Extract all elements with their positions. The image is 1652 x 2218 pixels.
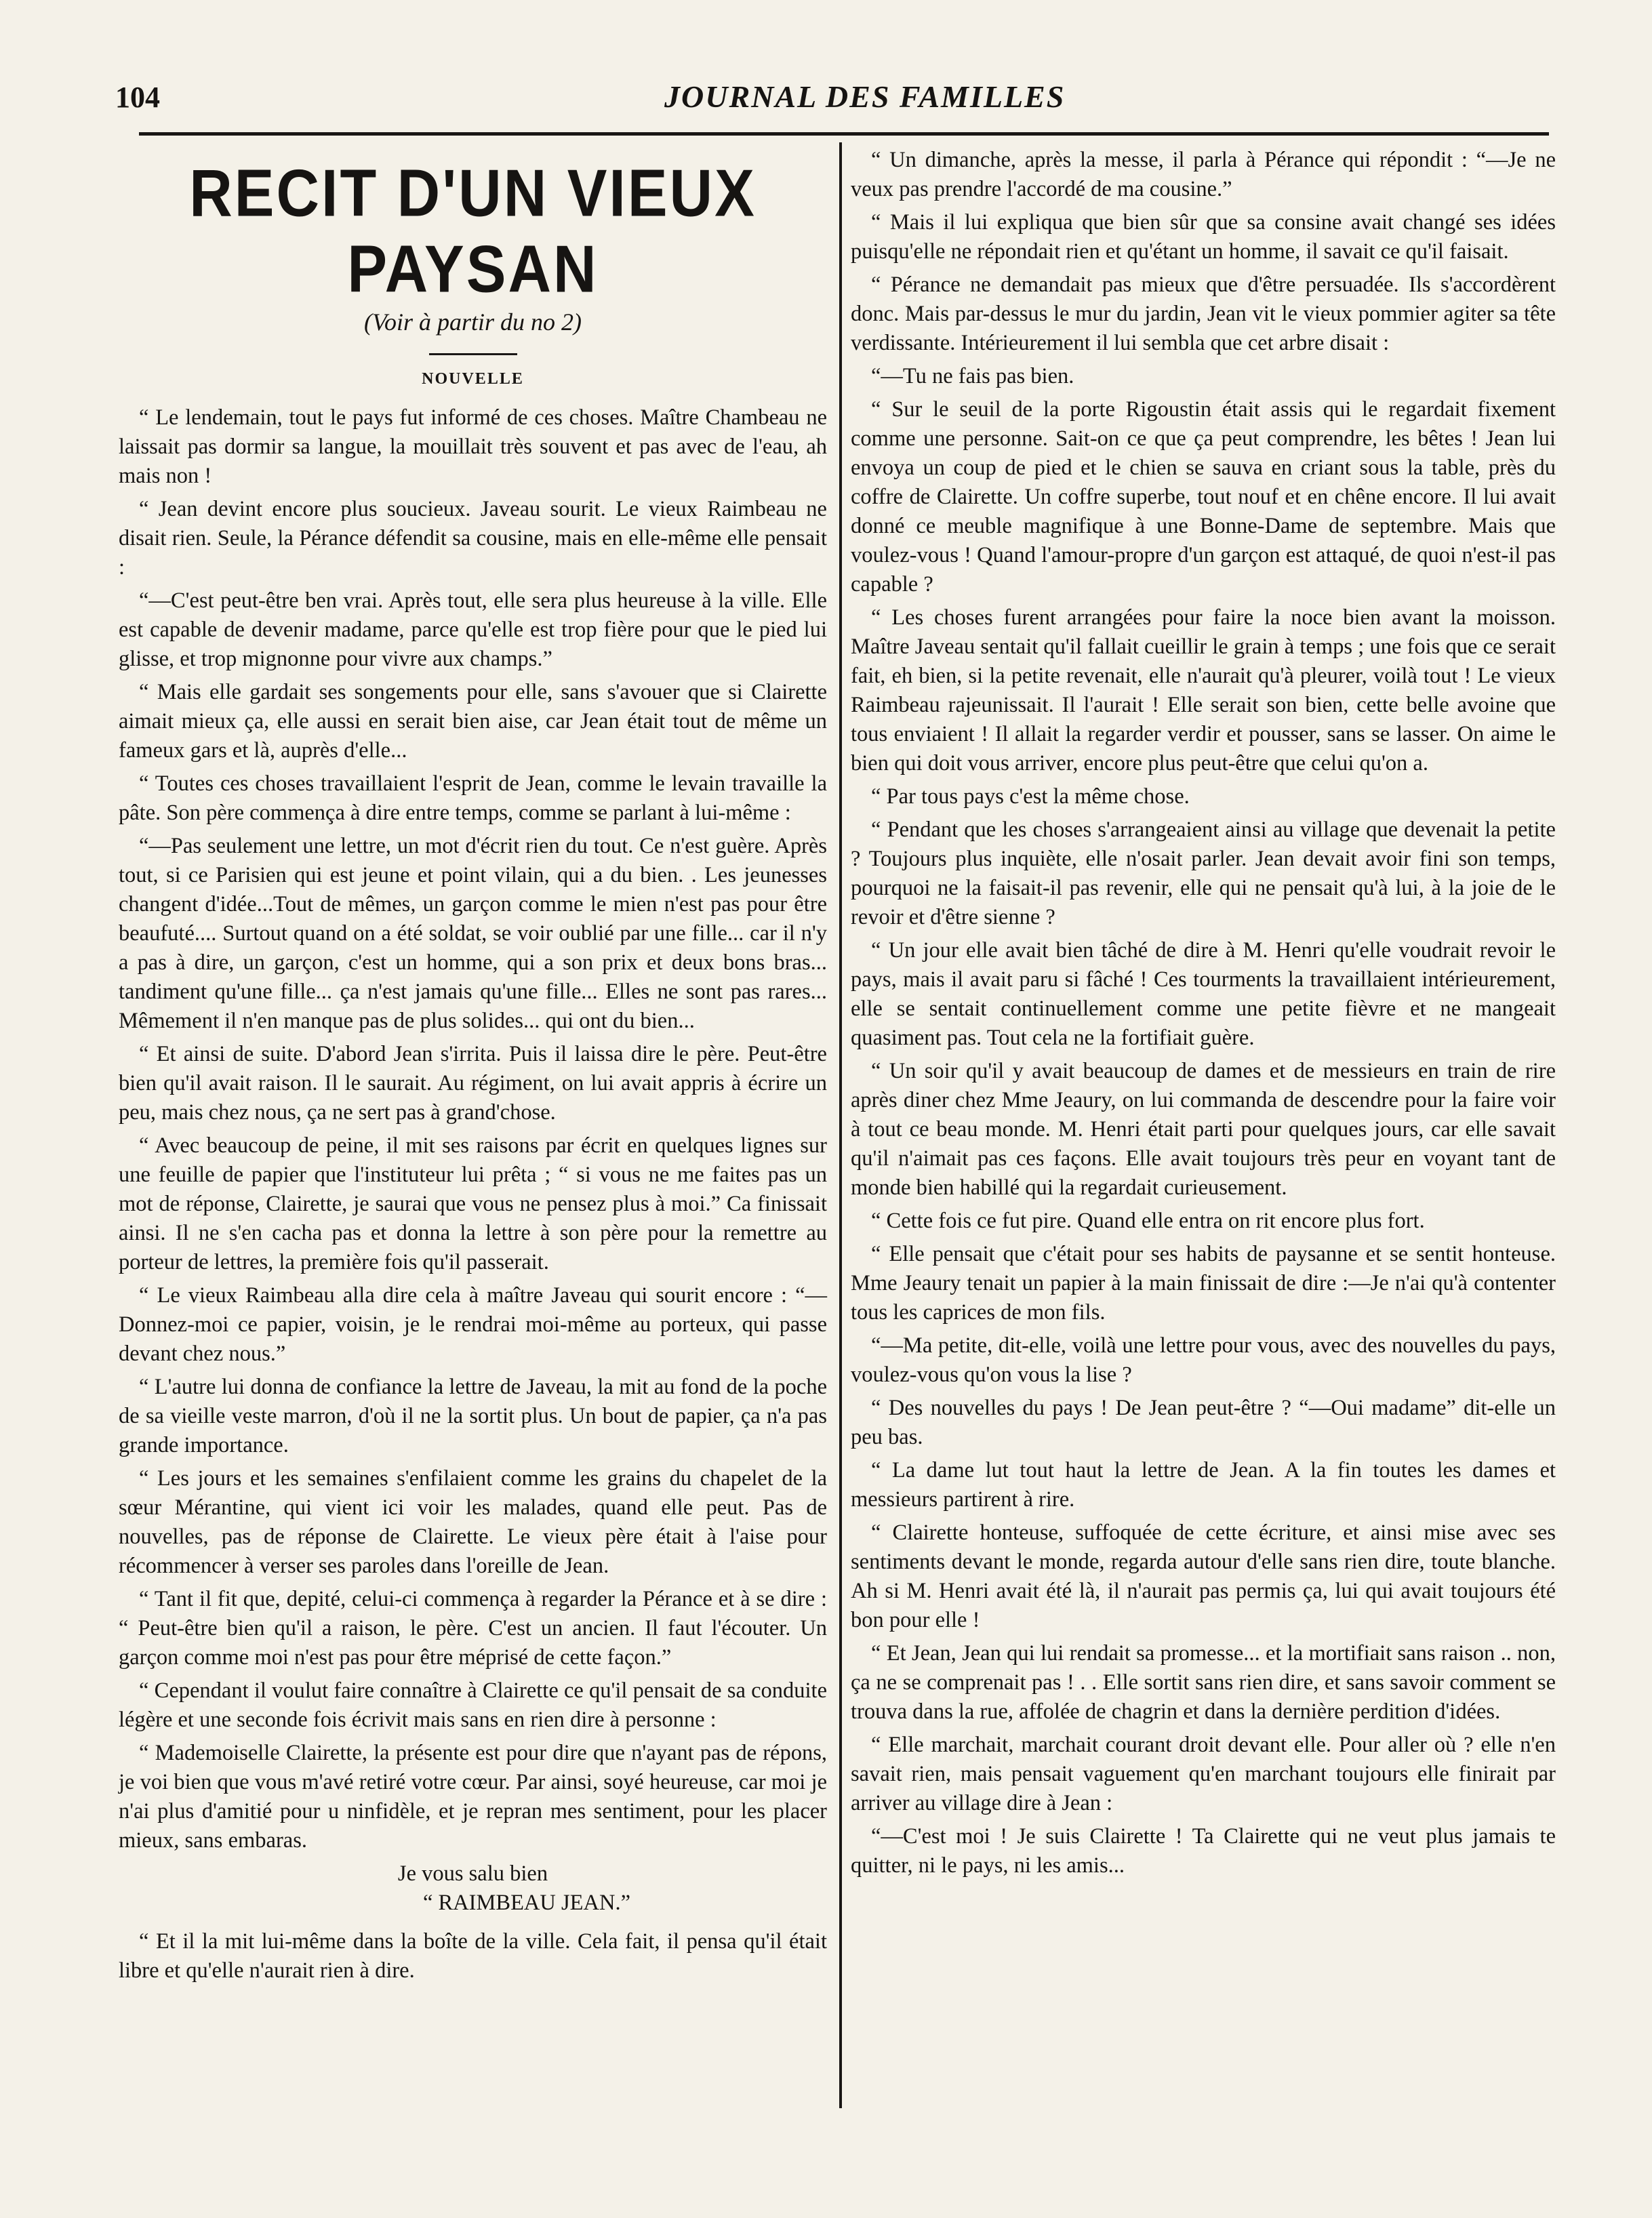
letter-signature: “ RAIMBEAU JEAN.”	[422, 1891, 630, 1915]
paragraph: “ Toutes ces choses travaillaient l'esprit de Jean, comme le levain travaille la pâte. Son père commença à dire entre temps, comme se parlant à lui-même :	[119, 771, 827, 825]
paragraph: “ Mais elle gardait ses songements pour elle, sans s'avouer que si Clairette aimait mieux ça, elle aussi en serait bien aise, car Jean était tout de même un fameux gars et là, auprès d'elle...	[119, 680, 827, 763]
paragraph: “ Pérance ne demandait pas mieux que d'être persuadée. Ils s'accordèrent donc. Mais par-dessus le mur du jardin, Jean vit le vieux pommier agiter sa tête verdissante. Intérieurement il lui sembla que cet arbre disait :	[851, 273, 1556, 355]
letter-closing: Je vous salu bien	[397, 1861, 548, 1886]
page-header	[75, 80, 1546, 121]
paragraph: “—Ma petite, dit-elle, voilà une lettre pour vous, avec des nouvelles du pays, voulez-vous qu'on vous la lise ?	[851, 1333, 1556, 1387]
story-genre: NOUVELLE	[422, 370, 524, 388]
column-divider	[839, 142, 842, 2108]
right-paragraphs	[851, 146, 1556, 1880]
paragraph: “ Les jours et les semaines s'enfilaient comme les grains du chapelet de la sœur Mérantine, qui vient ici voir les malades, quand elle peut. Pas de nouvelles, pas de réponse de Clairette. Le vieux père était à l'aise pour récommencer à verser ses paroles dans l'oreille de Jean.	[119, 1466, 827, 1578]
page-number: 104	[115, 81, 160, 114]
journal-title: JOURNAL DES FAMILLES	[664, 79, 1066, 114]
paragraph: “ Cette fois ce fut pire. Quand elle entra on rit encore plus fort.	[871, 1209, 1425, 1233]
paragraph: “ Un jour elle avait bien tâché de dire à M. Henri qu'elle voudrait revoir le pays, mais il avait paru si fâché ! Ces tourments la travaillaient intérieurement, elle se sentait continuellement comme une petite fièvre et ne mangeait quasiment pas. Tout cela ne la fortifiait guère.	[851, 938, 1556, 1050]
header-rule	[139, 132, 1549, 136]
title-rule	[429, 353, 517, 355]
paragraph: “ Tant il fit que, depité, celui-ci commença à regarder la Pérance et à se dire : “ Peut-être bien qu'il a raison, le père. C'est un ancien. Il faut l'écouter. Un garçon comme moi n'est pas pour être méprisé de cette façon.”	[119, 1587, 827, 1670]
paragraph: “ L'autre lui donna de confiance la lettre de Javeau, la mit au fond de la poche de sa vieille veste marron, d'où il ne la sortit plus. Un bout de papier, ça n'a pas grande importance.	[119, 1375, 827, 1457]
paragraph: “ Mais il lui expliqua que bien sûr que sa consine avait changé ses idées puisqu'elle ne répondait rien et qu'étant un homme, il savait ce qu'il faisait.	[851, 210, 1556, 264]
paragraph: “ Des nouvelles du pays ! De Jean peut-être ? “—Oui madame” dit-elle un peu bas.	[851, 1396, 1556, 1449]
left-end-paragraphs	[119, 1927, 827, 1985]
paragraph: “ Les choses furent arrangées pour faire la noce bien avant la moisson. Maître Javeau sentait qu'il fallait cueillir le grain à temps ; une fois que ce serait fait, eh bien, si la petite revenait, elle n'aurait qu'à pleurer, voilà tout ! Le vieux Raimbeau rajeunissait. Il l'aurait ! Elle serait son bien, cette belle avoine que tous enviaient ! Il allait la regarder verdir et pousser, sans se lasser. On aime le bien qui doit vous arriver, encore plus peut-être que celui qu'on a.	[851, 605, 1556, 775]
paragraph: “ Sur le seuil de la porte Rigoustin était assis qui le regardait fixement comme une personne. Sait-on ce que ça peut comprendre, les bêtes ! Jean lui envoya un coup de pied et le chien se sauva en criant sous la table, près du coffre de Clairette. Un coffre superbe, tout nouf et en chêne encore. Il lui avait donné ce meuble magnifique à une Bonne-Dame de septembre. Mais que voulez-vous ! Quand l'amour-propre d'un garçon est attaqué, de quoi n'est-il pas capable ?	[851, 397, 1556, 597]
paragraph: “ Et il la mit lui-même dans la boîte de la ville. Cela fait, il pensa qu'il était libre et qu'elle n'aurait rien à dire.	[119, 1929, 827, 1983]
paragraph: “ Et ainsi de suite. D'abord Jean s'irrita. Puis il laissa dire le père. Peut-être bien qu'il avait raison. Il le saurait. Au régiment, on lui avait appris à écrire un peu, mais chez nous, ça ne sert pas à grand'chose.	[119, 1042, 827, 1125]
paragraph: “ Pendant que les choses s'arrangeaient ainsi au village que devenait la petite ? Toujours plus inquiète, elle n'osait parler. Jean devait avoir fini son temps, pourquoi ne la faisait-il pas revenir, elle qui ne pensait qu'à lui, à la joie de le revoir et d'être sienne ?	[851, 818, 1556, 929]
paragraph: “ Cependant il voulut faire connaître à Clairette ce qu'il pensait de sa conduite légère et une seconde fois écrivit mais sans en rien dire à personne :	[119, 1678, 827, 1732]
left-column	[119, 146, 827, 1990]
paragraph: “ Elle pensait que c'était pour ses habits de paysanne et se sentit honteuse. Mme Jeaury tenait un papier à la main finissait de dire :—Je n'ai qu'à contenter tous les caprices de mon fils.	[851, 1242, 1556, 1325]
paragraph: “ Et Jean, Jean qui lui rendait sa promesse... et la mortifiait sans raison .. non, ça ne se comprenait pas ! . . Elle sortit sans rien dire, et sans savoir comment se trouva dans la rue, affolée de chagrin et dans la dernière perdition d'idées.	[851, 1641, 1556, 1724]
story-title: RECIT D'UN VIEUX PAYSAN	[189, 155, 757, 306]
paragraph: “ Le lendemain, tout le pays fut informé de ces choses. Maître Chambeau ne laissait pas dormir sa langue, la mouillait très souvent et pas avec de l'eau, ah mais non !	[119, 405, 827, 488]
paragraph: “ Elle marchait, marchait courant droit devant elle. Pour aller où ? elle n'en savait rien, mais pensait vaguement qu'en marchant toujours elle finirait par arriver au village dire à Jean :	[851, 1733, 1556, 1815]
left-paragraphs	[119, 403, 827, 1855]
paragraph: “ Un dimanche, après la messe, il parla à Pérance qui répondit : “—Je ne veux pas prendre l'accordé de ma cousine.”	[851, 148, 1556, 201]
paragraph: “—Pas seulement une lettre, un mot d'écrit rien du tout. Ce n'est guère. Après tout, si ce Parisien qui est jeune et point vilain, qui a du bien. . Les jeunesses changent d'idée...Tout de mêmes, un garçon comme le mien n'est pas pour être beaufuté.... Surtout quand on a été soldat, se voir oublié par une fille... car il n'y a pas à dire, un garçon, c'est un homme, qui a son prix et deux bons bras... tandiment qu'une fille... ça n'est jamais qu'une fille... Elles ne sont pas rares... Mêmement il n'en manque pas de plus solides... qui ont du bien...	[119, 834, 827, 1033]
right-column	[851, 146, 1556, 1884]
paragraph: “ Par tous pays c'est la même chose.	[871, 784, 1190, 809]
paragraph: “—Tu ne fais pas bien.	[871, 364, 1074, 388]
paragraph: “ Jean devint encore plus soucieux. Javeau sourit. Le vieux Raimbeau ne disait rien. Seule, la Pérance défendit sa cousine, mais en elle-même elle pensait :	[119, 497, 827, 580]
paragraph: “—C'est peut-être ben vrai. Après tout, elle sera plus heureuse à la ville. Elle est capable de devenir madame, parce qu'elle est trop fière pour que le pied lui glisse, et trop mignonne pour vivre aux champs.”	[119, 588, 827, 671]
paragraph: “ Mademoiselle Clairette, la présente est pour dire que n'ayant pas de répons, je voi bien que vous m'avé retiré votre cœur. Par ainsi, soyé heureuse, car moi je n'ai plus d'amitié pour u ninfidèle, et je repran mes sentiment, pour les placer mieux, sans embaras.	[119, 1741, 827, 1853]
paragraph: “—C'est moi ! Je suis Clairette ! Ta Clairette qui ne veut plus jamais te quitter, ni le pays, ni les amis...	[851, 1824, 1556, 1878]
story-subtitle: (Voir à partir du no 2)	[363, 308, 582, 336]
paragraph: “ La dame lut tout haut la lettre de Jean. A la fin toutes les dames et messieurs partirent à rire.	[851, 1458, 1556, 1512]
paragraph: “ Avec beaucoup de peine, il mit ses raisons par écrit en quelques lignes sur une feuille de papier que l'instituteur lui prêta ; “ si vous ne me faites pas un mot de réponse, Clairette, je saurai que vous ne pensez plus à moi.” Ca finissait ainsi. Il ne s'en cacha pas et donna la lettre à son père pour la remettre au porteur de lettres, la première fois qu'il passerait.	[119, 1133, 827, 1274]
paragraph: “ Un soir qu'il y avait beaucoup de dames et de messieurs en train de rire après diner chez Mme Jeaury, on lui commanda de descendre pour la faire voir à tout ce beau monde. M. Henri était parti pour quelques jours, car elle savait qu'il n'aimait pas ces façons. Elle avait toujours très peur en voyant tant de monde bien habillé qui la regardait curieusement.	[851, 1059, 1556, 1200]
paragraph: “ Le vieux Raimbeau alla dire cela à maître Javeau qui sourit encore : “—Donnez-moi ce papier, voisin, je le rendrai moi-même au porteux, qui passe devant chez nous.”	[119, 1283, 827, 1366]
paragraph: “ Clairette honteuse, suffoquée de cette écriture, et ainsi mise avec ses sentiments devant le monde, regarda autour d'elle sans rien dire, toute blanche. Ah si M. Henri avait été là, il n'aurait pas permis ça, lui qui avait toujours été bon pour elle !	[851, 1520, 1556, 1632]
